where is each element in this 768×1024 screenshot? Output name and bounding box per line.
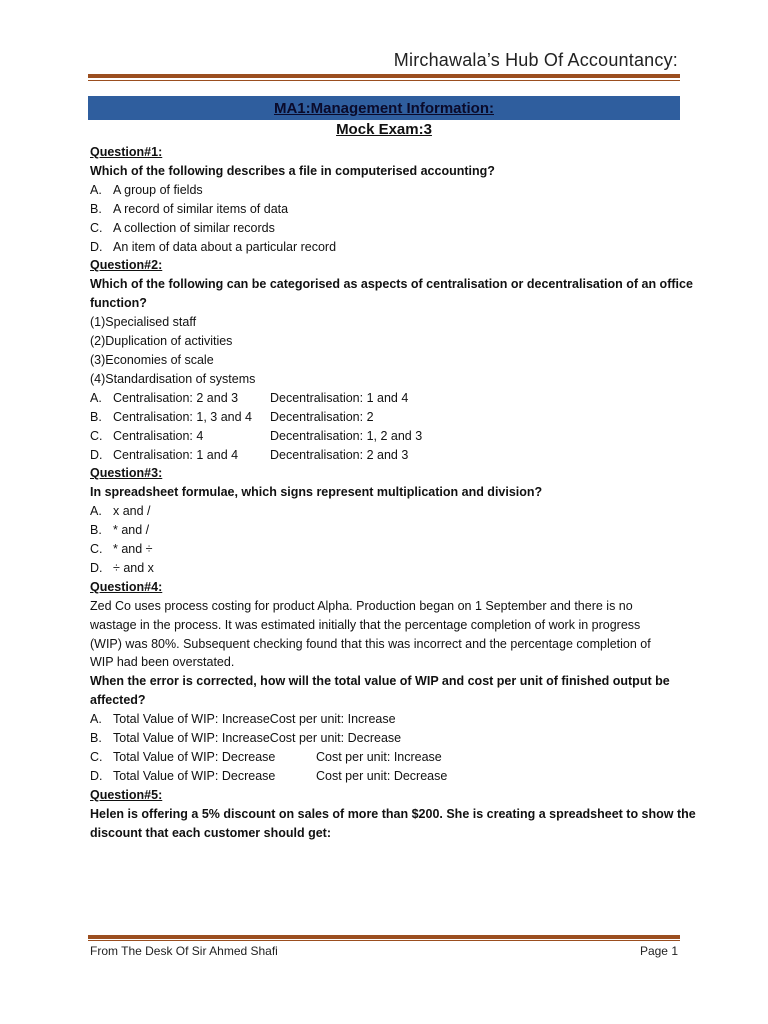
option-letter: B. (90, 409, 102, 424)
question-1-option-c (90, 219, 678, 238)
question-3-option-c (90, 540, 678, 559)
option-letter: A. (90, 182, 102, 197)
question-4-option-c (90, 748, 678, 767)
question-3-option-d (90, 559, 678, 578)
question-4-para-line-3: (WIP) was 80%. Subsequent checking found that this was incorrect and the percentage completion of (90, 636, 651, 651)
option-letter: D. (90, 768, 103, 783)
question-4-para-line-1: Zed Co uses process costing for product Alpha. Production began on 1 September and there is no (90, 598, 633, 613)
option-text: * and / (113, 523, 150, 538)
question-2-stem-line-1: Which of the following can be categorised as aspects of centralisation or decentralisation of an office (90, 277, 693, 292)
document-subtitle: Mock Exam:3 (336, 121, 432, 138)
question-2-title: Question#2: (90, 258, 163, 273)
footer-author: From The Desk Of Sir Ahmed Shafi (90, 944, 278, 958)
question-1-option-b (90, 200, 678, 219)
option-wip: Total Value of WIP: Decrease (113, 750, 276, 764)
question-1-stem: Which of the following describes a file in computerised accounting? (90, 163, 495, 178)
document-title-bar (88, 96, 680, 120)
option-letter: A. (90, 390, 102, 405)
question-4-option-b (90, 729, 678, 748)
header-rule-thick (88, 74, 680, 78)
option-letter: D. (90, 239, 103, 254)
question-4-para-line-2: wastage in the process. It was estimated initially that the percentage completion of work in progress (90, 617, 641, 632)
option-letter: C. (90, 220, 103, 235)
question-2-option-a (90, 389, 678, 408)
question-4-option-a (90, 710, 678, 729)
question-5-stem-line-2: discount that each customer should get: (90, 825, 331, 840)
option-text: x and / (113, 504, 151, 519)
option-centralisation: Centralisation: 1, 3 and 4 (113, 409, 252, 424)
question-2-item-2: (2)Duplication of activities (90, 334, 233, 349)
option-letter: D. (90, 560, 103, 575)
option-centralisation: Centralisation: 2 and 3 (113, 390, 239, 405)
option-text: A record of similar items of data (113, 201, 289, 216)
question-3-option-b (90, 521, 678, 540)
option-text: ÷ and x (113, 560, 154, 575)
option-decentralisation: Decentralisation: 2 (270, 409, 374, 424)
option-letter: A. (90, 504, 102, 519)
option-letter: A. (90, 712, 102, 727)
question-4-option-d (90, 767, 678, 786)
option-text: * and ÷ (113, 542, 153, 557)
document-title: MA1:Management Information: (273, 99, 494, 117)
question-4-para-line-4: WIP had been overstated. (90, 655, 235, 670)
option-text: A group of fields (113, 182, 203, 197)
option-letter: C. (90, 750, 103, 764)
question-4-stem-line-2: affected? (90, 693, 146, 708)
question-3-stem: In spreadsheet formulae, which signs represent multiplication and division? (90, 485, 543, 500)
question-3-title: Question#3: (90, 466, 163, 481)
question-2-item-3: (3)Economies of scale (90, 352, 214, 367)
option-centralisation: Centralisation: 1 and 4 (113, 447, 239, 462)
question-5-title: Question#5: (90, 787, 163, 802)
question-4-title: Question#4: (90, 579, 163, 594)
option-letter: B. (90, 731, 102, 746)
header-rule-thin (88, 80, 680, 81)
option-text: Total Value of WIP: IncreaseCost per unit: Decrease (113, 731, 402, 746)
question-4-stem-line-1: When the error is corrected, how will the total value of WIP and cost per unit of finished output be (90, 674, 670, 689)
question-3-option-a (90, 502, 678, 521)
question-2-option-d (90, 446, 678, 465)
option-cost-per-unit: Cost per unit: Increase (316, 750, 442, 764)
question-2-option-c (90, 427, 678, 446)
question-2-item-4: (4)Standardisation of systems (90, 371, 256, 386)
option-text: Total Value of WIP: IncreaseCost per unit: Increase (113, 712, 396, 727)
question-2-item-1: (1)Specialised staff (90, 315, 197, 330)
header-title: Mirchawala’s Hub Of Accountancy: (393, 50, 678, 70)
document-body (90, 143, 696, 843)
question-2-option-b (90, 408, 678, 427)
option-letter: B. (90, 523, 102, 538)
question-1-option-d (90, 238, 678, 257)
option-text: An item of data about a particular record (113, 239, 337, 254)
footer-rule-thin (88, 940, 680, 941)
question-1-title: Question#1: (90, 145, 163, 159)
option-wip: Total Value of WIP: Decrease (113, 768, 276, 783)
option-decentralisation: Decentralisation: 2 and 3 (270, 447, 409, 462)
question-2-stem-line-2: function? (90, 296, 147, 311)
option-letter: C. (90, 428, 103, 443)
option-cost-per-unit: Cost per unit: Decrease (316, 768, 448, 783)
option-letter: C. (90, 542, 103, 557)
option-letter: D. (90, 447, 103, 462)
option-text: A collection of similar records (113, 220, 275, 235)
footer-page-number: Page 1 (639, 944, 678, 958)
option-decentralisation: Decentralisation: 1, 2 and 3 (270, 428, 423, 443)
footer-rule-thick (88, 935, 680, 939)
option-centralisation: Centralisation: 4 (113, 428, 204, 443)
option-decentralisation: Decentralisation: 1 and 4 (270, 390, 409, 405)
option-letter: B. (90, 201, 102, 216)
question-1-option-a (90, 181, 678, 200)
question-5-stem-line-1: Helen is offering a 5% discount on sales of more than $200. She is creating a spreadsheet to show the (90, 806, 696, 821)
